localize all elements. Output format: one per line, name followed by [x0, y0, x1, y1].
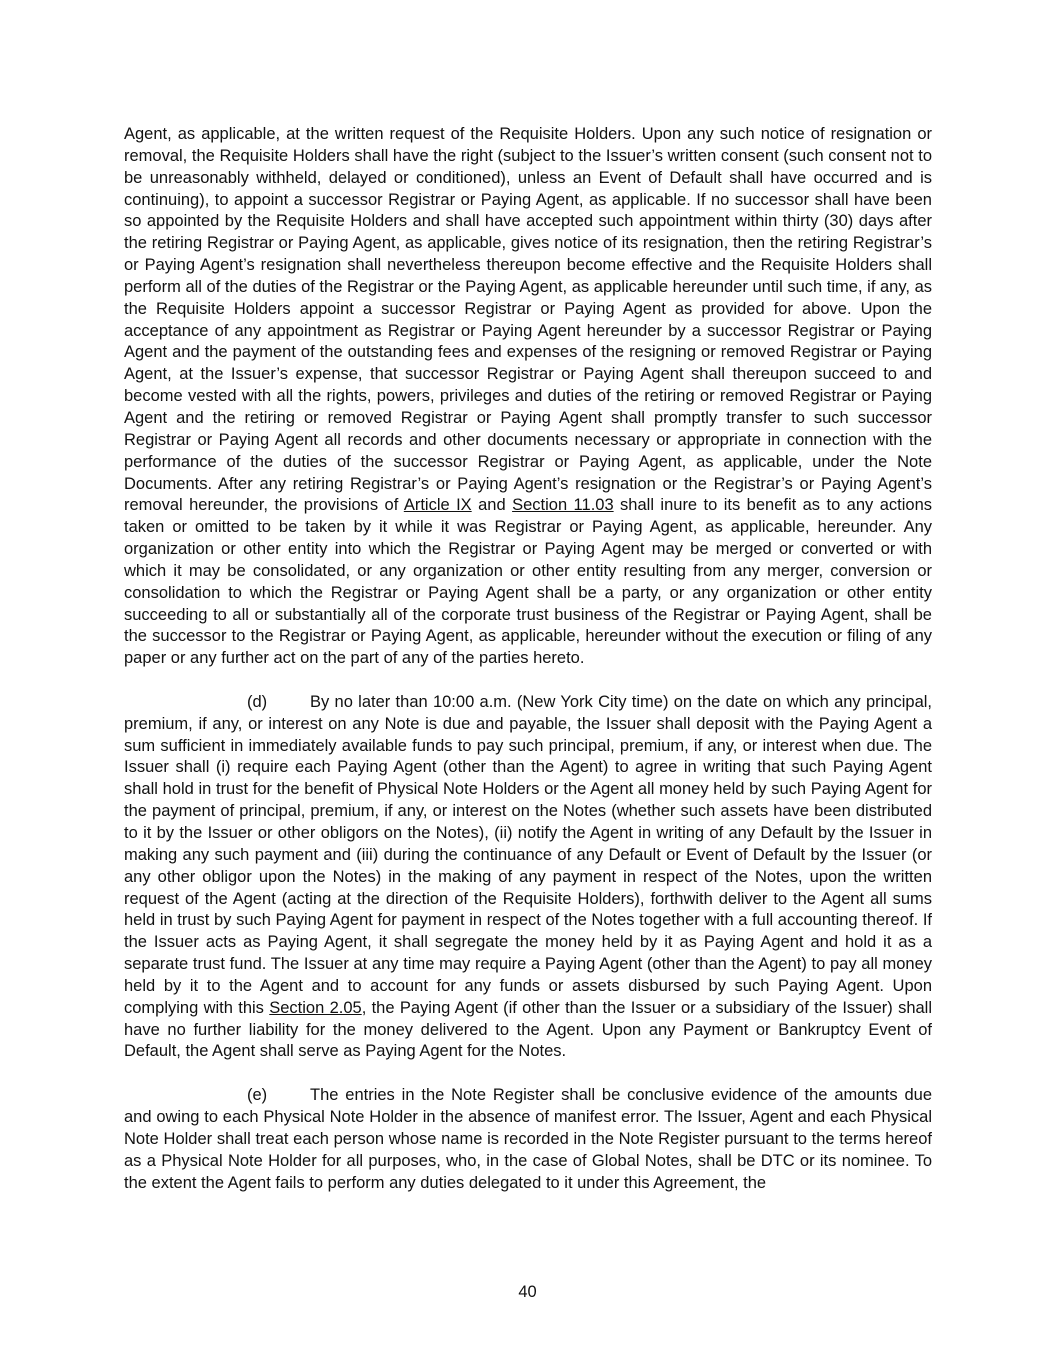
paragraph-d	[124, 692, 932, 1063]
paragraph-c-text-2: and	[471, 496, 513, 515]
paragraph-d-text-1: By no later than 10:00 a.m. (New York City time) on the date on which any principal, premium, if any, or interest on any Note is due and payable, the Issuer shall deposit with the Paying Agent a sum sufficient in immediately available funds to pay such principal, premium, if any, or interest when due. The Issuer shall (i) require each Paying Agent (other than the Agent) to agree in writing that such Paying Agent shall hold in trust for the benefit of Physical Note Holders or the Agent all money held by such Paying Agent for the payment of principal, premium, if any, or interest on the Notes (whether such assets have been distributed to it by the Issuer or other obligors on the Notes), (ii) notify the Agent in writing of any Default by the Issuer in making any such payment and (iii) during the continuance of any Default or Event of Default by the Issuer (or any other obligor upon the Notes) in the making of any payment in respect of the Notes, upon the written request of the Agent (acting at the direction of the Requisite Holders), forthwith deliver to the Agent all sums held in trust by such Paying Agent for payment in respect of the Notes together with a full accounting thereof. If the Issuer acts as Paying Agent, it shall segregate the money held by it as Paying Agent and hold it as a separate trust fund. The Issuer at any time may require a Paying Agent (other than the Agent) to pay all money held by it to the Agent and to account for any funds or assets disbursed by such Paying Agent. Upon complying with this	[124, 692, 932, 1017]
paragraph-c-text-1: Agent, as applicable, at the written request of the Requisite Holders. Upon any such notice of resignation or removal, the Requisite Holders shall have the right (subject to the Issuer’s written consent (such consent not to be unreasonably withheld, delayed or conditioned), unless an Event of Default shall have occurred and is continuing), to appoint a successor Registrar or Paying Agent, as applicable. If no successor shall have been so appointed by the Requisite Holders and shall have accepted such appointment within thirty (30) days after the retiring Registrar or Paying Agent, as applicable, gives notice of its resignation, then the retiring Registrar’s or Paying Agent’s resignation shall nevertheless thereupon become effective and the Requisite Holders shall perform all of the duties of the Registrar or the Paying Agent, as applicable hereunder until such time, if any, as the Requisite Holders appoint a successor Registrar or Paying Agent as provided for above. Upon the acceptance of any appointment as Registrar or Paying Agent hereunder by a successor Registrar or Paying Agent and the payment of the outstanding fees and expenses of the resigning or removed Registrar or Paying Agent, at the Issuer’s expense, that successor Registrar or Paying Agent shall thereupon succeed to and become vested with all the rights, powers, privileges and duties of the retiring or removed Registrar or Paying Agent and the retiring or removed Registrar or Paying Agent shall promptly transfer to such successor Registrar or Paying Agent all records and other documents necessary or appropriate in connection with the performance of the duties of the successor Registrar or Paying Agent, as applicable, under the Note Documents. After any retiring Registrar’s or Paying Agent’s resignation or the Registrar’s or Paying Agent’s removal hereunder, the provisions of	[124, 125, 932, 515]
paragraph-c-text-3: shall inure to its benefit as to any actions taken or omitted to be taken by it while it was Registrar or Paying Agent, as applicable, hereunder. Any organization or other entity into which the Registrar or Paying Agent may be merged or converted or with which it may be consolidated, or any organization or other entity resulting from any merger, conversion or consolidation to which the Registrar or Paying Agent shall be a party, or any organization or other entity succeeding to all or substantially all of the corporate trust business of the Registrar or Paying Agent, shall be the successor to the Registrar or Paying Agent, as applicable, hereunder without the execution or filing of any paper or any further act on the part of any of the parties hereto.	[124, 496, 932, 668]
paragraph-d-label: (d)	[247, 692, 268, 711]
paragraph-c-continuation	[124, 124, 932, 670]
paragraph-d-text-2: , the Paying Agent (if other than the Issuer or a subsidiary of the Issuer) shall have no further liability for the money delivered to the Agent. Upon any Payment or Bankruptcy Event of Default, the Agent shall serve as Paying Agent for the Notes.	[124, 998, 933, 1061]
section-2-05-reference: Section 2.05	[269, 998, 362, 1017]
article-ix-reference: Article IX	[403, 496, 472, 515]
section-11-03-reference: Section 11.03	[512, 496, 614, 515]
page-number: 40	[518, 1283, 537, 1301]
paragraph-e-label: (e)	[247, 1086, 268, 1105]
paragraph-e-text-1: The entries in the Note Register shall be conclusive evidence of the amounts due and owing to each Physical Note Holder in the absence of manifest error. The Issuer, Agent and each Physical Note Holder shall treat each person whose name is recorded in the Note Register pursuant to the terms hereof as a Physical Note Holder for all purposes, who, in the case of Global Notes, shall be DTC or its nominee. To the extent the Agent fails to perform any duties delegated to it under this Agreement, the	[124, 1086, 932, 1192]
paragraph-e	[124, 1085, 932, 1194]
document-page	[124, 124, 932, 1194]
